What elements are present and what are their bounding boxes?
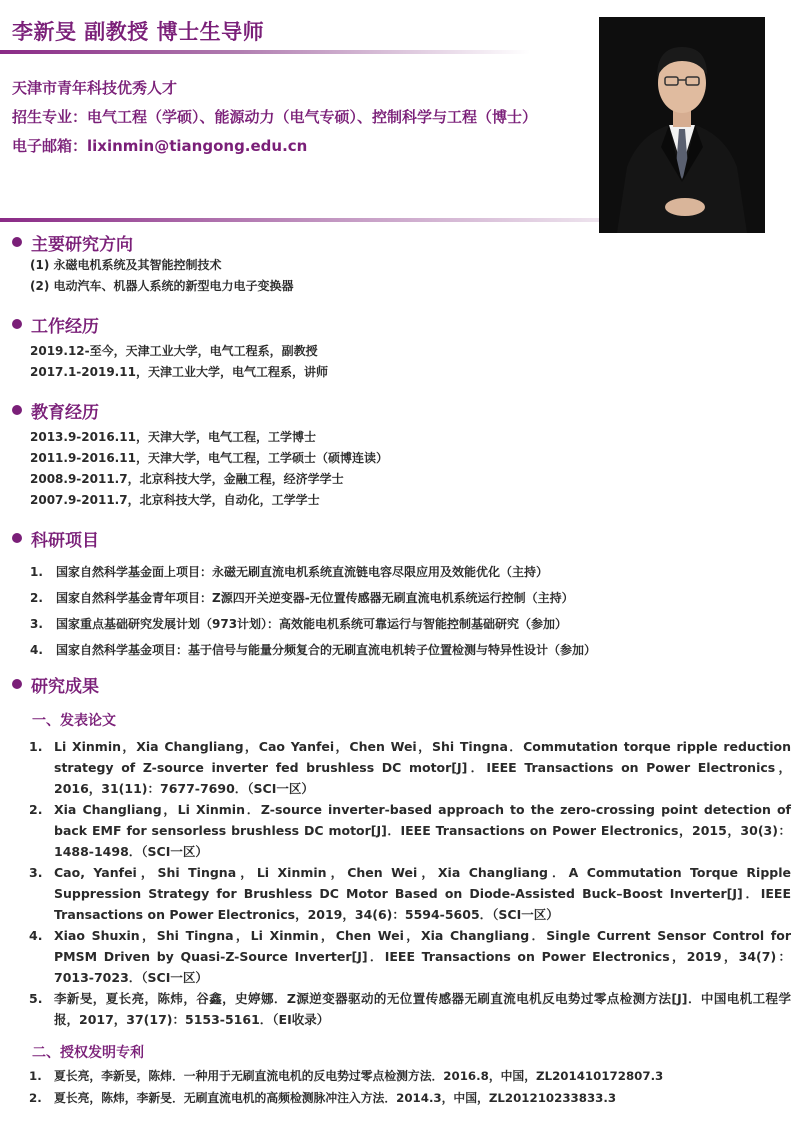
section-bullet-icon	[12, 679, 22, 689]
papers-block	[12, 708, 791, 1030]
project-item	[12, 559, 596, 585]
education-item: 2008.9-2011.7，北京科技大学，金融工程，经济学学士	[30, 472, 344, 486]
project-text: 国家自然科学基金项目：基于信号与能量分频复合的无刷直流电机转子位置检测与特异性设计（参加）	[56, 643, 597, 657]
education-title: 教育经历	[31, 402, 99, 423]
research-item: (2) 电动汽车、机器人系统的新型电力电子变换器	[30, 279, 294, 293]
header-divider	[0, 50, 530, 54]
work-item: 2017.1-2019.11，天津工业大学，电气工程系，讲师	[30, 365, 328, 379]
project-text: 国家自然科学基金青年项目：Z源四开关逆变器-无位置传感器无刷直流电机系统运行控制（主持）	[56, 591, 574, 605]
research-item: (1) 永磁电机系统及其智能控制技术	[30, 258, 222, 272]
results-section	[12, 671, 99, 697]
paper-number: 3.	[29, 865, 43, 880]
project-item	[12, 585, 596, 611]
paper-item	[12, 988, 791, 1030]
project-text: 国家重点基础研究发展计划（973计划）：高效能电机系统可靠运行与智能控制基础研究（参加）	[56, 617, 568, 631]
section-bullet-icon	[12, 533, 22, 543]
projects-title: 科研项目	[31, 530, 99, 551]
patents-block	[12, 1041, 663, 1109]
project-item	[12, 637, 596, 663]
email-text: 电子邮箱：lixinmin@tiangong.edu.cn	[12, 137, 308, 155]
project-item	[12, 611, 596, 637]
paper-number: 1.	[29, 739, 43, 754]
patent-text: 夏长亮，陈炜，李新旻．无刷直流电机的高频检测脉冲注入方法．2014.3，中国，ZL201210233833.3	[54, 1091, 617, 1105]
patent-number: 2.	[29, 1091, 42, 1105]
paper-text: Xiao Shuxin，Shi Tingna，Li Xinmin，Chen Wei，Xia Changliang．Single Current Sensor Control for PMSM Driven by Quasi-Z-Source Inverter[J]．IEEE Transactions on Power Electronics，2019，34(7)：7013-7023．（SCI一区）	[54, 928, 791, 985]
paper-text: Cao, Yanfei，Shi Tingna，Li Xinmin，Chen Wei，Xia Changliang．A Commutation Torque Ripple Suppression Strategy for Brushless DC Motor Based on Diode-Assisted Buck–Boost Inverter[J]．IEEE Transactions on Power Electronics，2019，34(6)：5594-5605．（SCI一区）	[54, 865, 791, 922]
portrait-illustration	[599, 17, 765, 233]
papers-subheading: 一、发表论文	[32, 713, 116, 729]
project-text: 国家自然科学基金面上项目：永磁无刷直流电机系统直流链电容尽限应用及效能优化（主持）	[56, 565, 549, 579]
project-number: 2.	[30, 591, 43, 605]
patent-text: 夏长亮，李新旻，陈炜．一种用于无刷直流电机的反电势过零点检测方法．2016.8，中国，ZL201410172807.3	[54, 1069, 664, 1083]
paper-text: 李新旻，夏长亮，陈炜，谷鑫，史婷娜．Z源逆变器驱动的无位置传感器无刷直流电机反电势过零点检测方法[J]．中国电机工程学报，2017，37(17)：5153-5161．（EI收录）	[54, 991, 791, 1027]
education-item: 2013.9-2016.11，天津大学，电气工程，工学博士	[30, 430, 316, 444]
project-number: 1.	[30, 565, 43, 579]
intro-divider	[0, 218, 599, 222]
section-bullet-icon	[12, 237, 22, 247]
paper-item	[12, 799, 791, 862]
page-title: 李新旻 副教授 博士生导师	[12, 20, 265, 44]
work-title: 工作经历	[31, 316, 99, 337]
intro-block	[12, 74, 537, 161]
education-item: 2011.9-2016.11，天津大学，电气工程，工学硕士（硕博连读）	[30, 451, 388, 465]
patent-number: 1.	[29, 1069, 42, 1083]
patent-item	[12, 1087, 663, 1109]
paper-number: 4.	[29, 928, 43, 943]
paper-item	[12, 736, 791, 799]
paper-item	[12, 862, 791, 925]
patents-subheading: 二、授权发明专利	[32, 1045, 144, 1061]
honor-text: 天津市青年科技优秀人才	[12, 79, 178, 97]
work-section	[12, 311, 328, 383]
portrait-photo	[599, 17, 765, 233]
projects-section	[12, 525, 596, 663]
paper-text: Li Xinmin，Xia Changliang，Cao Yanfei，Chen Wei，Shi Tingna．Commutation torque ripple reduction strategy of Z-source inverter fed brushless DC motor[J]．IEEE Transactions on Power Electronics，2016，31(11)：7677-7690．（SCI一区）	[54, 739, 791, 796]
majors-text: 招生专业：电气工程（学硕）、能源动力（电气专硕）、控制科学与工程（博士）	[12, 108, 538, 126]
patent-item	[12, 1065, 663, 1087]
section-bullet-icon	[12, 319, 22, 329]
section-bullet-icon	[12, 405, 22, 415]
education-item: 2007.9-2011.7，北京科技大学，自动化，工学学士	[30, 493, 320, 507]
research-section	[12, 229, 294, 297]
paper-number: 5.	[29, 991, 43, 1006]
work-item: 2019.12-至今，天津工业大学，电气工程系，副教授	[30, 344, 318, 358]
research-title: 主要研究方向	[31, 234, 133, 255]
paper-number: 2.	[29, 802, 43, 817]
project-number: 4.	[30, 643, 43, 657]
education-section	[12, 397, 388, 511]
results-title: 研究成果	[31, 676, 99, 697]
paper-item	[12, 925, 791, 988]
paper-text: Xia Changliang，Li Xinmin．Z-source inverter-based approach to the zero-crossing point detection of back EMF for sensorless brushless DC motor[J]．IEEE Transactions on Power Electronics，2015，30(3)：1488-1498．（SCI一区）	[54, 802, 791, 859]
project-number: 3.	[30, 617, 43, 631]
